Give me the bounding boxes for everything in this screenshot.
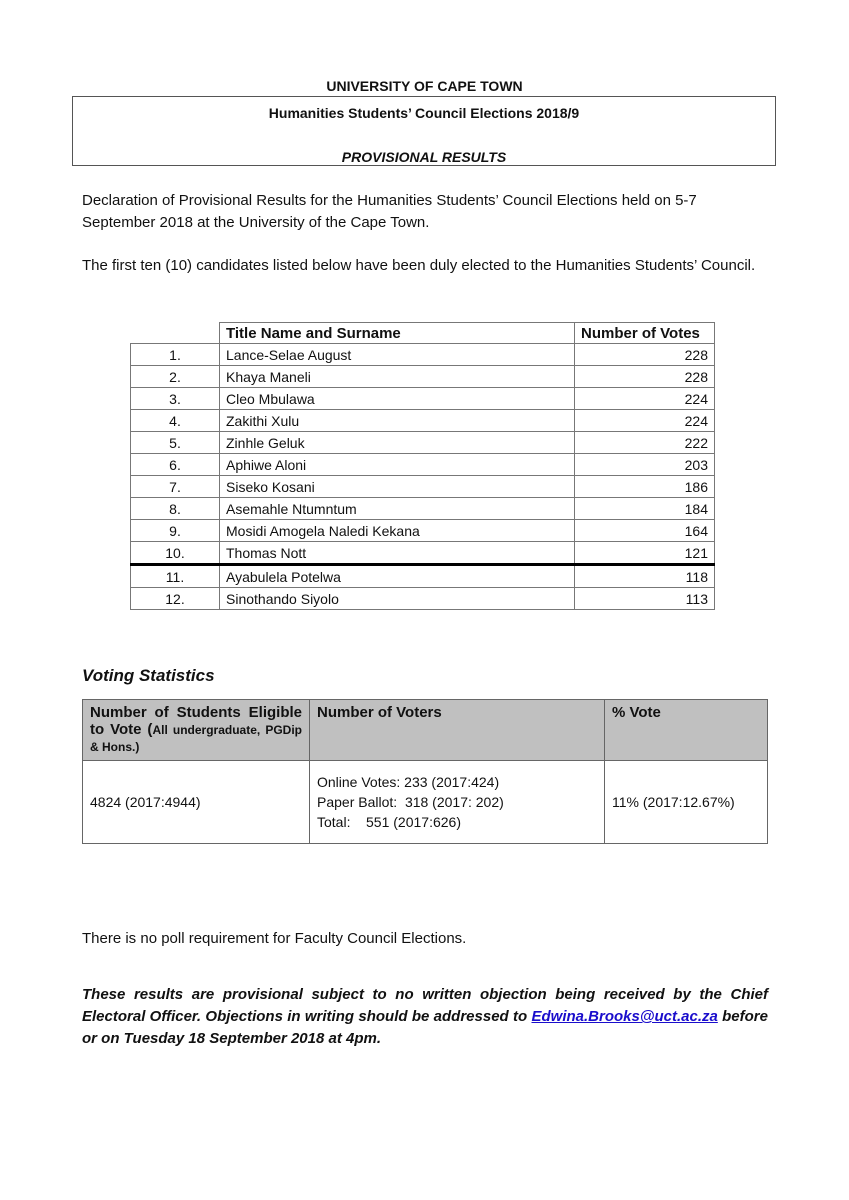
votes-cell: 118 [575,565,715,588]
rank-cell: 2. [131,366,220,388]
header-box [72,96,776,166]
results-table [130,322,715,610]
percent-header: % Vote [605,700,768,761]
rank-cell: 10. [131,542,220,565]
table-row [131,498,715,520]
votes-cell: 222 [575,432,715,454]
name-header: Title Name and Surname [220,323,575,344]
rank-cell: 5. [131,432,220,454]
table-row-cutoff [131,542,715,565]
name-cell: Ayabulela Potelwa [220,565,575,588]
stats-body-row [83,761,768,844]
table-row [131,476,715,498]
votes-cell: 228 [575,344,715,366]
table-row [131,432,715,454]
online-votes: Online Votes: 233 (2017:424) [317,774,500,790]
name-cell: Cleo Mbulawa [220,388,575,410]
email-link[interactable]: Edwina.Brooks@uct.ac.za [531,1008,718,1025]
rank-cell: 11. [131,565,220,588]
votes-cell: 113 [575,588,715,610]
eligible-value: 4824 (2017:4944) [83,761,310,844]
votes-cell: 184 [575,498,715,520]
university-title: UNIVERSITY OF CAPE TOWN [326,78,523,94]
name-cell: Khaya Maneli [220,366,575,388]
table-row [131,520,715,542]
election-title: Humanities Students’ Council Elections 2018/9 [268,105,580,121]
rank-cell: 3. [131,388,220,410]
paper-ballot-votes: Paper Ballot: 318 (2017: 202) [317,794,504,810]
declaration-paragraph: Declaration of Provisional Results for the Humanities Students’ Council Elections held on 5-7 September 2018 at the University of the Cape Town. [82,192,697,231]
rank-header [131,323,220,344]
voting-statistics-table [82,699,768,844]
table-row [131,344,715,366]
name-cell: Sinothando Siyolo [220,588,575,610]
votes-cell: 224 [575,410,715,432]
results-header-row [131,323,715,344]
votes-cell: 186 [575,476,715,498]
votes-cell: 228 [575,366,715,388]
rank-cell: 7. [131,476,220,498]
name-cell: Mosidi Amogela Naledi Kekana [220,520,575,542]
eligible-header: Number of Students Eligible to Vote (All undergraduate, PGDip & Hons.) [83,700,310,761]
rank-cell: 12. [131,588,220,610]
table-row [131,388,715,410]
votes-cell: 164 [575,520,715,542]
percent-value: 11% (2017:12.67%) [605,761,768,844]
rank-cell: 1. [131,344,220,366]
name-cell: Aphiwe Aloni [220,454,575,476]
total-votes: Total: 551 (2017:626) [317,814,461,830]
voters-header: Number of Voters [310,700,605,761]
table-row [131,565,715,588]
votes-cell: 203 [575,454,715,476]
name-cell: Asemahle Ntumntum [220,498,575,520]
rank-cell: 8. [131,498,220,520]
rank-cell: 4. [131,410,220,432]
voting-statistics-title: Voting Statistics [82,666,215,685]
name-cell: Lance-Selae August [220,344,575,366]
objection-disclaimer: These results are provisional subject to no written objection being received by the Chief Electoral Officer. Objections in writing should be addressed to Edwina.Brooks@uct.ac.za before or on Tuesday 18 September 2018 at 4pm. [82,986,768,1047]
table-row [131,454,715,476]
name-cell: Zinhle Geluk [220,432,575,454]
stats-header-row [83,700,768,761]
table-row [131,366,715,388]
rank-cell: 9. [131,520,220,542]
name-cell: Zakithi Xulu [220,410,575,432]
voters-value [310,761,605,844]
table-row [131,410,715,432]
name-cell: Thomas Nott [220,542,575,565]
table-row [131,588,715,610]
provisional-results-label: PROVISIONAL RESULTS [341,149,507,165]
name-cell: Siseko Kosani [220,476,575,498]
rank-cell: 6. [131,454,220,476]
elected-note-paragraph: The first ten (10) candidates listed below have been duly elected to the Humanities Students’ Council. [82,257,756,274]
poll-requirement-note: There is no poll requirement for Faculty Council Elections. [82,930,467,947]
votes-cell: 224 [575,388,715,410]
votes-cell: 121 [575,542,715,565]
votes-header: Number of Votes [575,323,715,344]
